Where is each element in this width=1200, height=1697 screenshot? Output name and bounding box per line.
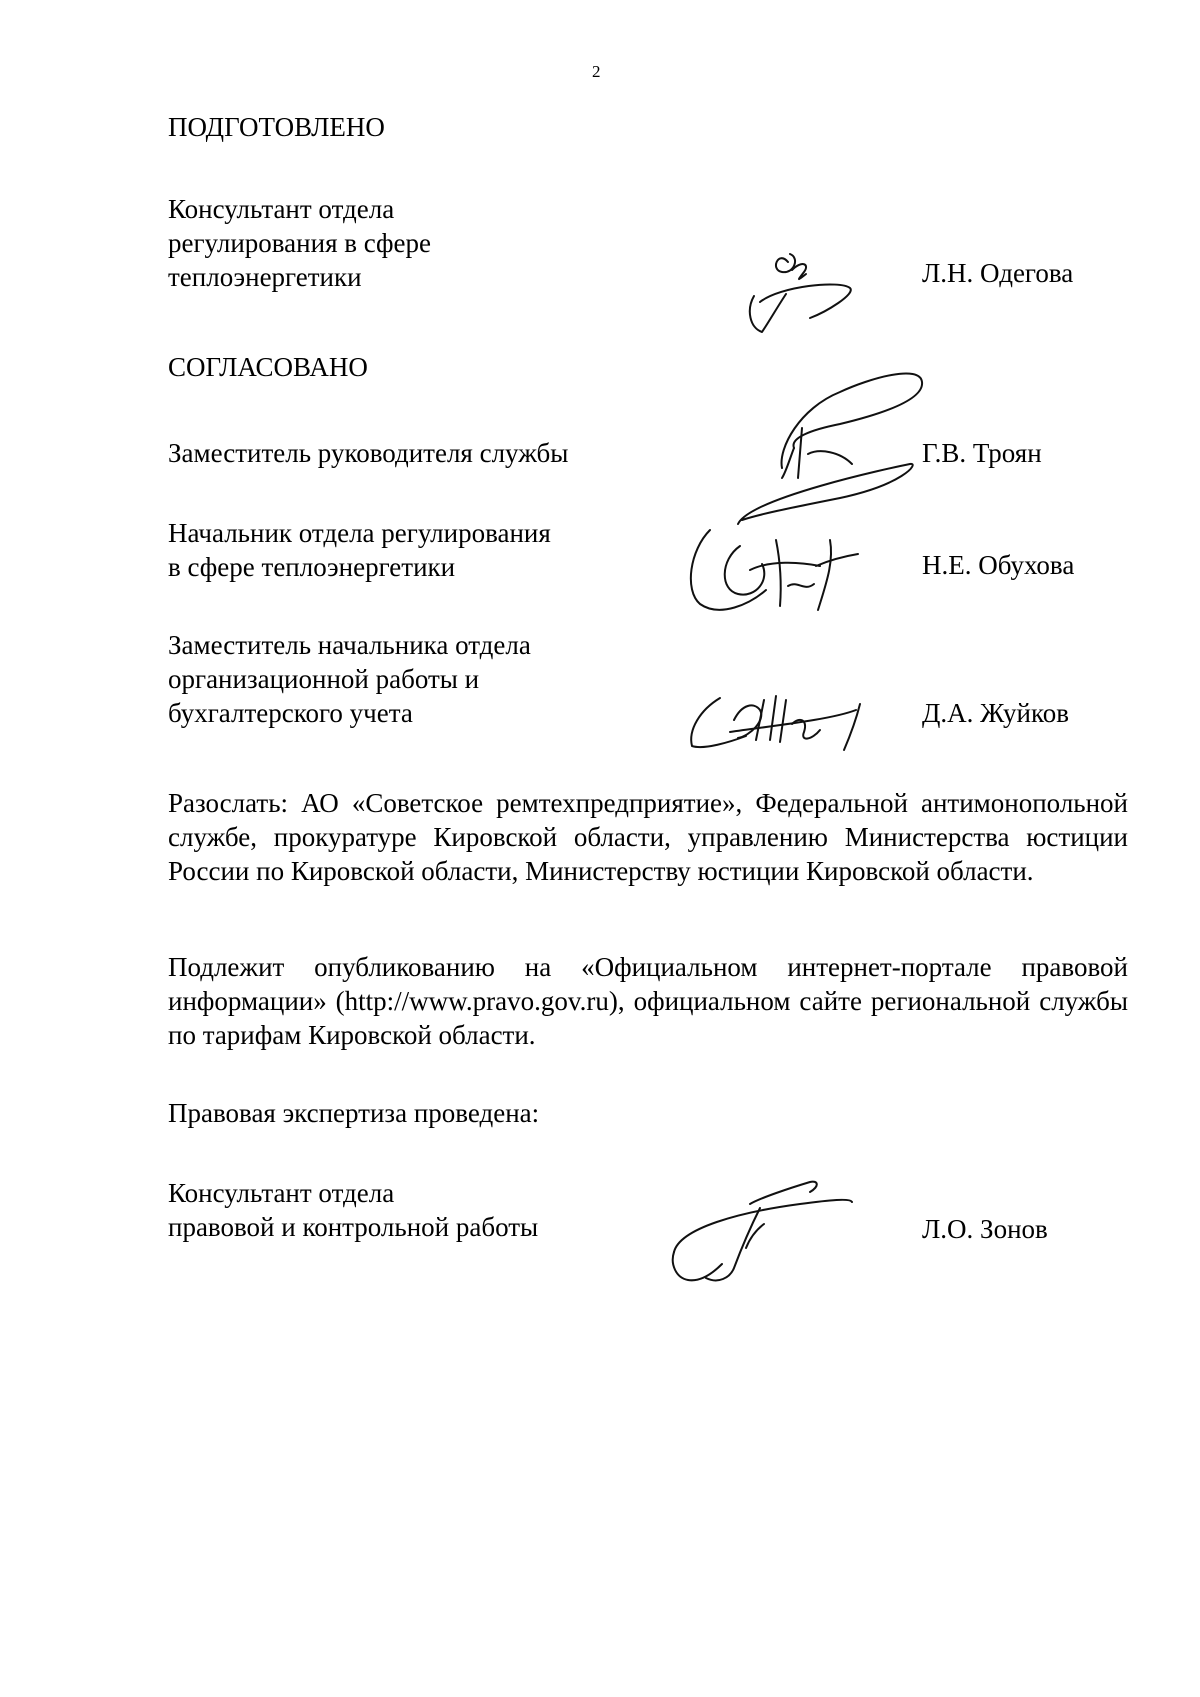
position-line: теплоэнергетики	[168, 262, 362, 292]
signer-2-position	[168, 516, 551, 584]
signature-troyan	[690, 368, 930, 518]
legal-review-position	[168, 1176, 538, 1244]
prepared-heading: ПОДГОТОВЛЕНО	[168, 112, 385, 142]
position-line: Начальник отдела регулирования	[168, 518, 551, 548]
prepared-position	[168, 192, 431, 294]
legal-review-name: Л.О. Зонов	[922, 1214, 1048, 1244]
position-line: организационной работы и	[168, 664, 480, 694]
approved-heading: СОГЛАСОВАНО	[168, 352, 368, 382]
signer-3-name: Д.А. Жуйков	[922, 698, 1069, 728]
signer-1-name: Г.В. Троян	[922, 438, 1042, 468]
position-line: регулирования в сфере	[168, 228, 432, 258]
signature-zonov	[660, 1168, 860, 1288]
legal-review-heading: Правовая экспертиза проведена:	[168, 1098, 540, 1128]
page-number: 2	[592, 62, 601, 81]
signer-3-position	[168, 628, 531, 730]
signer-2-name: Н.Е. Обухова	[922, 550, 1075, 580]
signature-zhuykov	[680, 680, 890, 760]
position-line: Консультант отдела	[168, 1178, 395, 1208]
publication-paragraph: Подлежит опубликованию на «Официальном интернет-портале правовой информации» (http://www.pravo.gov.ru), официальном сайте региональной службы по тарифам Кировской области.	[168, 952, 1128, 1050]
position-line: бухгалтерского учета	[168, 698, 413, 728]
position-line: правовой и контрольной работы	[168, 1212, 539, 1242]
signature-odegova	[730, 240, 870, 340]
prepared-name: Л.Н. Одегова	[922, 258, 1074, 288]
signer-1-position	[168, 436, 568, 470]
position-line: Консультант отдела	[168, 194, 395, 224]
position-line: Заместитель начальника отдела	[168, 630, 531, 660]
position-line: в сфере теплоэнергетики	[168, 552, 456, 582]
signature-obukhova	[680, 510, 870, 620]
position-line: Заместитель руководителя службы	[168, 438, 569, 468]
distribution-paragraph: Разослать: АО «Советское ремтехпредприятие», Федеральной антимонопольной службе, прокуратуре Кировской области, управлению Министерства юстиции России по Кировской области, Министерству юстиции Кировской области.	[168, 788, 1128, 886]
